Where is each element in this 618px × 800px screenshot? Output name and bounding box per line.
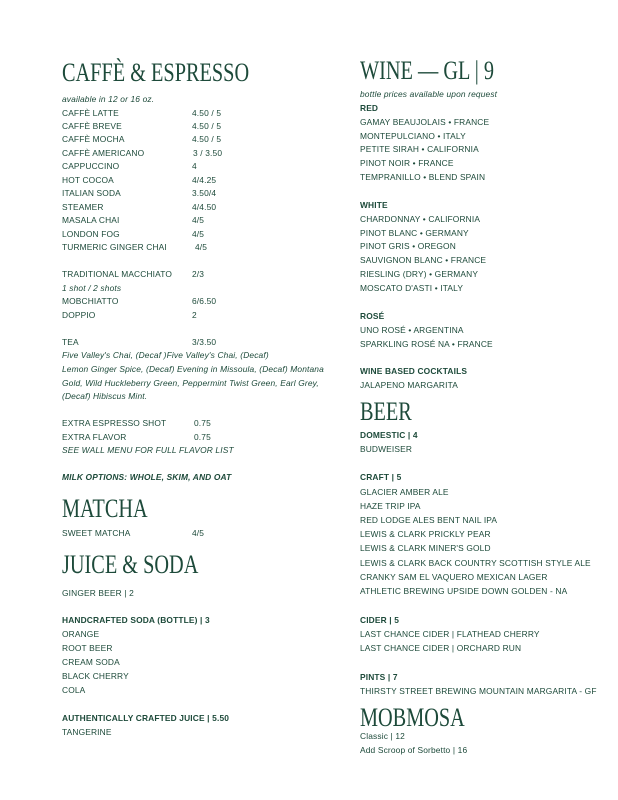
mobmosa-heading: MOBMOSA xyxy=(360,703,465,732)
soda-section-header: HANDCRAFTED SODA (BOTTLE) | 3 xyxy=(62,615,210,625)
list-item: LEWIS & CLARK MINER'S GOLD xyxy=(360,543,491,553)
domestic-header: DOMESTIC | 4 xyxy=(360,430,418,440)
menu-item: GINGER BEER | 2 xyxy=(62,588,134,598)
wine-note: bottle prices available upon request xyxy=(360,89,498,99)
list-item: ROOT BEER xyxy=(62,643,113,653)
shots-note: 1 shot / 2 shots xyxy=(62,283,122,293)
milk-options-note: MILK OPTIONS: WHOLE, SKIM, AND OAT xyxy=(62,472,232,482)
list-item: Classic | 12 xyxy=(360,731,405,741)
tea-description: Gold, Wild Huckleberry Green, Peppermint Twist Green, Earl Grey, xyxy=(62,378,319,388)
menu-item: TRADITIONAL MACCHIATO 2/3 xyxy=(62,269,205,279)
list-item: MOSCATO D'ASTI • ITALY xyxy=(360,283,464,293)
list-item: GAMAY BEAUJOLAIS • FRANCE xyxy=(360,117,490,127)
list-item: MONTEPULCIANO • ITALY xyxy=(360,131,466,141)
list-item: SPARKLING ROSÉ NA • FRANCE xyxy=(360,339,493,349)
menu-item: CAPPUCCINO 4 xyxy=(62,161,197,171)
list-item: CHARDONNAY • CALIFORNIA xyxy=(360,214,481,224)
white-wine-header: WHITE xyxy=(360,200,388,210)
list-item: RED LODGE ALES BENT NAIL IPA xyxy=(360,515,498,525)
craft-header: CRAFT | 5 xyxy=(360,472,402,482)
size-note: available in 12 or 16 oz. xyxy=(62,94,155,104)
list-item: TANGERINE xyxy=(62,727,112,737)
wine-heading: WINE — GL | 9 xyxy=(360,56,494,85)
menu-item: CAFFÈ AMERICANO 3 / 3.50 xyxy=(62,148,223,158)
list-item: UNO ROSÉ • ARGENTINA xyxy=(360,325,464,335)
menu-item: MOBCHIATTO 6/6.50 xyxy=(62,296,217,306)
list-item: CREAM SODA xyxy=(62,657,120,667)
juice-soda-heading: JUICE & SODA xyxy=(62,550,199,579)
list-item: THIRSTY STREET BREWING MOUNTAIN MARGARITA - GF xyxy=(360,686,597,696)
list-item: BLACK CHERRY xyxy=(62,671,129,681)
list-item: LEWIS & CLARK BACK COUNTRY SCOTTISH STYLE ALE xyxy=(360,558,591,568)
list-item: ORANGE xyxy=(62,629,100,639)
juice-section-header: AUTHENTICALLY CRAFTED JUICE | 5.50 xyxy=(62,713,230,723)
list-item: JALAPENO MARGARITA xyxy=(360,380,458,390)
tea-description: Five Valley's Chai, (Decaf )Five Valley's Chai, (Decaf) xyxy=(62,350,269,360)
menu-item: CAFFÈ BREVE 4.50 / 5 xyxy=(62,121,222,131)
menu-item: EXTRA ESPRESSO SHOT 0.75 xyxy=(62,418,211,428)
beer-heading: BEER xyxy=(360,397,412,426)
menu-item: STEAMER 4/4.50 xyxy=(62,202,217,212)
menu-item: EXTRA FLAVOR 0.75 xyxy=(62,432,211,442)
pints-header: PINTS | 7 xyxy=(360,672,398,682)
tea-description: (Decaf) Hibiscus Mint. xyxy=(62,391,148,401)
caffe-espresso-heading: CAFFÈ & ESPRESSO xyxy=(62,58,250,87)
rose-wine-header: ROSÉ xyxy=(360,311,385,321)
red-wine-header: RED xyxy=(360,103,379,113)
list-item: PETITE SIRAH • CALIFORNIA xyxy=(360,144,479,154)
list-item: Add Scroop of Sorbetto | 16 xyxy=(360,745,468,755)
menu-item: ITALIAN SODA 3.50/4 xyxy=(62,188,217,198)
list-item: SAUVIGNON BLANC • FRANCE xyxy=(360,255,487,265)
menu-item: MASALA CHAI 4/5 xyxy=(62,215,205,225)
cider-header: CIDER | 5 xyxy=(360,615,400,625)
list-item: COLA xyxy=(62,685,86,695)
list-item: RIESLING (DRY) • GERMANY xyxy=(360,269,479,279)
list-item: ATHLETIC BREWING UPSIDE DOWN GOLDEN - NA xyxy=(360,586,568,596)
list-item: BUDWEISER xyxy=(360,444,413,454)
list-item: CRANKY SAM EL VAQUERO MEXICAN LAGER xyxy=(360,572,548,582)
list-item: HAZE TRIP IPA xyxy=(360,501,421,511)
menu-item: SWEET MATCHA 4/5 xyxy=(62,528,205,538)
menu-item: HOT COCOA 4/4.25 xyxy=(62,175,217,185)
list-item: LAST CHANCE CIDER | FLATHEAD CHERRY xyxy=(360,629,540,639)
cocktails-header: WINE BASED COCKTAILS xyxy=(360,366,468,376)
list-item: TEMPRANILLO • BLEND SPAIN xyxy=(360,172,486,182)
matcha-heading: MATCHA xyxy=(62,494,148,523)
list-item: LEWIS & CLARK PRICKLY PEAR xyxy=(360,529,491,539)
menu-item: DOPPIO 2 xyxy=(62,310,197,320)
menu-item: TURMERIC GINGER CHAI 4/5 xyxy=(62,242,208,252)
list-item: PINOT BLANC • GERMANY xyxy=(360,228,469,238)
list-item: LAST CHANCE CIDER | ORCHARD RUN xyxy=(360,643,522,653)
list-item: PINOT NOIR • FRANCE xyxy=(360,158,454,168)
list-item: GLACIER AMBER ALE xyxy=(360,487,449,497)
menu-item: LONDON FOG 4/5 xyxy=(62,229,205,239)
tea-description: Lemon Ginger Spice, (Decaf) Evening in Missoula, (Decaf) Montana xyxy=(62,364,324,374)
menu-item: TEA 3/3.50 xyxy=(62,337,217,347)
list-item: PINOT GRIS • OREGON xyxy=(360,241,456,251)
flavor-note: SEE WALL MENU FOR FULL FLAVOR LIST xyxy=(62,445,234,455)
menu-item: CAFFÈ LATTE 4.50 / 5 xyxy=(62,108,222,118)
menu-item: CAFFÈ MOCHA 4.50 / 5 xyxy=(62,134,222,144)
